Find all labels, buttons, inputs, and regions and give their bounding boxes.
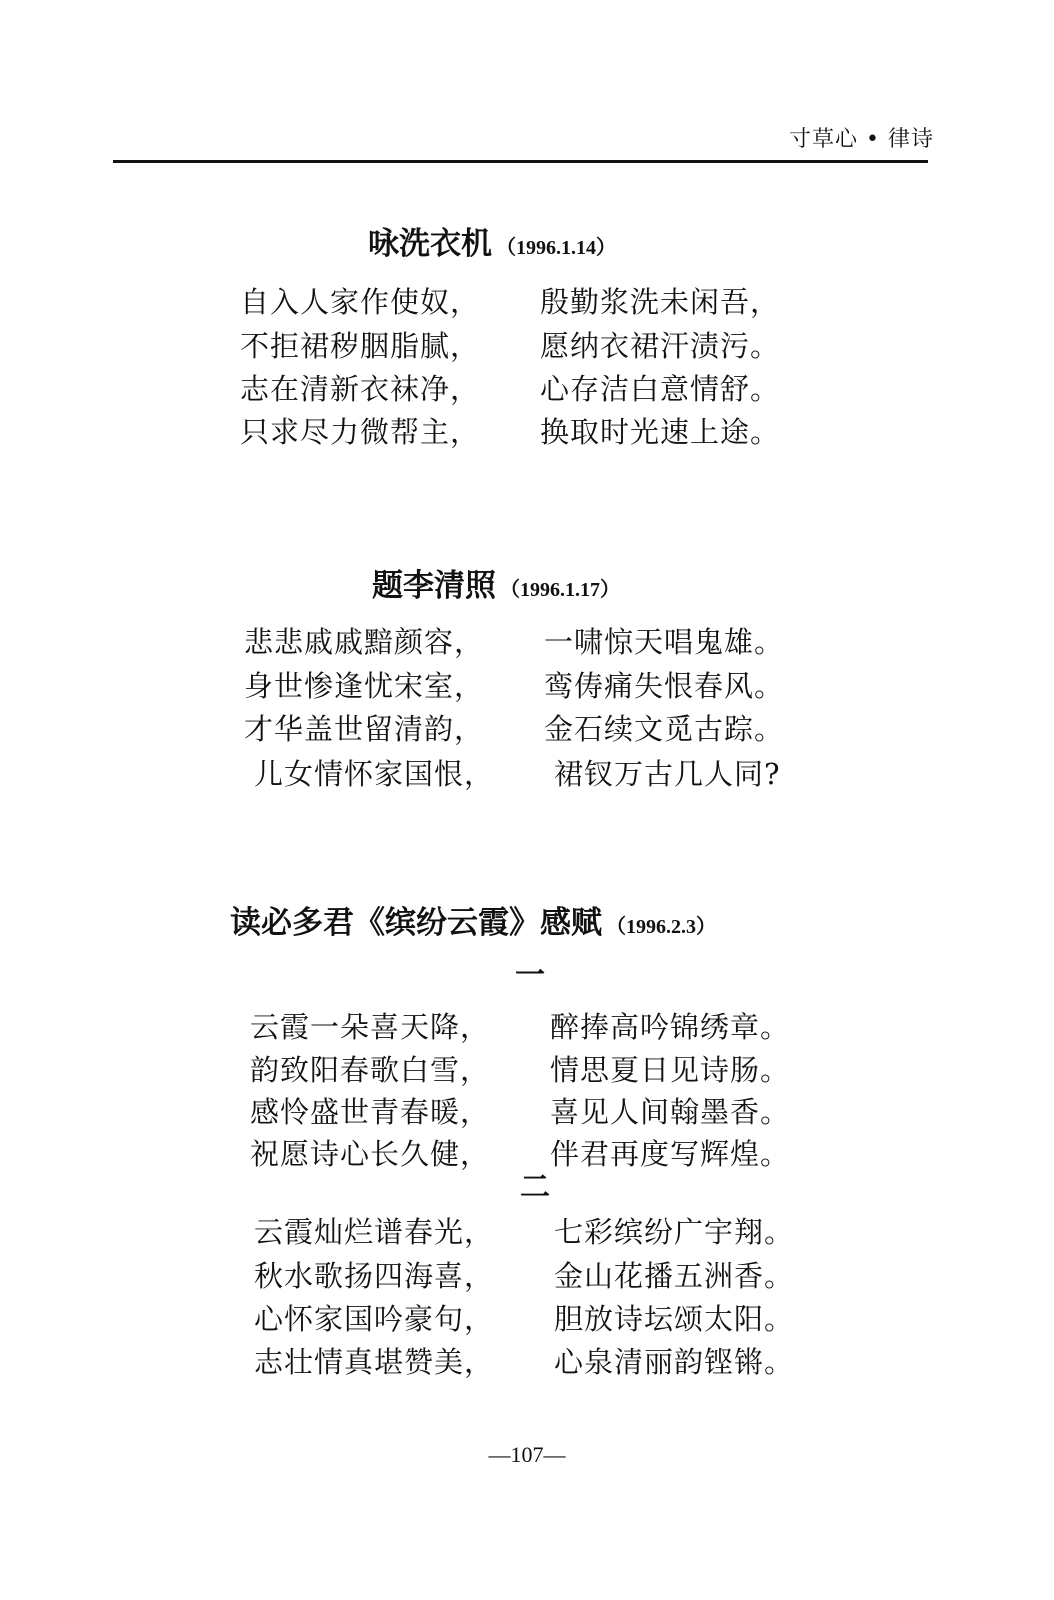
poem-1-line-4-left: 只求尽力微帮主， (240, 415, 481, 449)
poem-2-line-3-right: 金石续文觅古踪。 (544, 712, 785, 746)
poem-2-line-2-right: 鸾俦痛失恨春风。 (544, 669, 785, 703)
poem-3-2-line-2-left: 秋水歌扬四海喜， (254, 1259, 495, 1293)
poem-3-2-line-4-left: 志壮情真堪赞美， (254, 1345, 495, 1379)
header-rule (113, 160, 928, 163)
poem-date: （1996.2.3） (606, 916, 716, 938)
poem-1-line-1-right: 殷勤浆洗未闲吾， (540, 285, 781, 319)
poem-title-1 (368, 218, 616, 263)
poem-1-line-2-right: 愿纳衣裙汗渍污。 (540, 329, 781, 363)
poem-date: （1996.1.17） (500, 579, 620, 601)
poem-1-line-3-right: 心存洁白意情舒。 (540, 372, 781, 406)
poem-2-line-4-right: 裙钗万古几人同? (554, 757, 781, 791)
poem-1-line-1-left: 自入人家作使奴， (240, 285, 481, 319)
poem-2-line-4-left: 儿女情怀家国恨， (254, 757, 495, 791)
poem-2-line-1-left: 悲悲戚戚黯颜容， (244, 625, 485, 659)
poem-3-2-line-2-right: 金山花播五洲香。 (554, 1259, 795, 1293)
poem-3-1-line-1-right: 醉捧高吟锦绣章。 (550, 1010, 791, 1044)
poem-3-1-line-4-right: 伴君再度写辉煌。 (550, 1137, 791, 1171)
poem-2-line-1-right: 一啸惊天唱鬼雄。 (544, 625, 785, 659)
poem-3-2-line-1-left: 云霞灿烂谱春光， (254, 1215, 495, 1249)
poem-2-line-3-left: 才华盖世留清韵， (244, 712, 485, 746)
poem-3-2-line-3-left: 心怀家国吟豪句， (254, 1302, 495, 1336)
poem-title-text: 咏洗衣机 (368, 226, 492, 262)
running-head: 寸草心 • 律诗 (789, 127, 934, 152)
poem-title-text: 题李清照 (372, 568, 496, 604)
poem-3-1-line-2-left: 韵致阳春歌白雪， (250, 1053, 491, 1087)
poem-3-2-line-3-right: 胆放诗坛颂太阳。 (554, 1302, 795, 1336)
poem-title-3 (230, 897, 716, 942)
poem-3-1-line-4-left: 祝愿诗心长久健， (250, 1137, 491, 1171)
poem-3-2-line-1-right: 七彩缤纷广宇翔。 (554, 1215, 795, 1249)
poem-3-1-line-1-left: 云霞一朵喜天降， (250, 1010, 491, 1044)
poem-3-2-line-4-right: 心泉清丽韵铿锵。 (554, 1345, 795, 1379)
section-number-1: 一 (515, 958, 545, 993)
poem-3-1-line-3-left: 感怜盛世青春暖， (250, 1095, 491, 1129)
section-number-2: 二 (520, 1170, 550, 1205)
page-number: —107— (488, 1442, 566, 1467)
poem-date: （1996.1.14） (496, 237, 616, 259)
poem-1-line-3-left: 志在清新衣袜净， (240, 372, 481, 406)
poem-1-line-4-right: 换取时光速上途。 (540, 415, 781, 449)
poem-3-1-line-3-right: 喜见人间翰墨香。 (550, 1095, 791, 1129)
poem-2-line-2-left: 身世惨逢忧宋室， (244, 669, 485, 703)
poem-title-text: 读必多君《缤纷云霞》感赋 (230, 905, 602, 941)
poem-title-2 (372, 560, 620, 605)
poem-3-1-line-2-right: 情思夏日见诗肠。 (550, 1053, 791, 1087)
poem-1-line-2-left: 不拒裙秽胭脂腻， (240, 329, 481, 363)
